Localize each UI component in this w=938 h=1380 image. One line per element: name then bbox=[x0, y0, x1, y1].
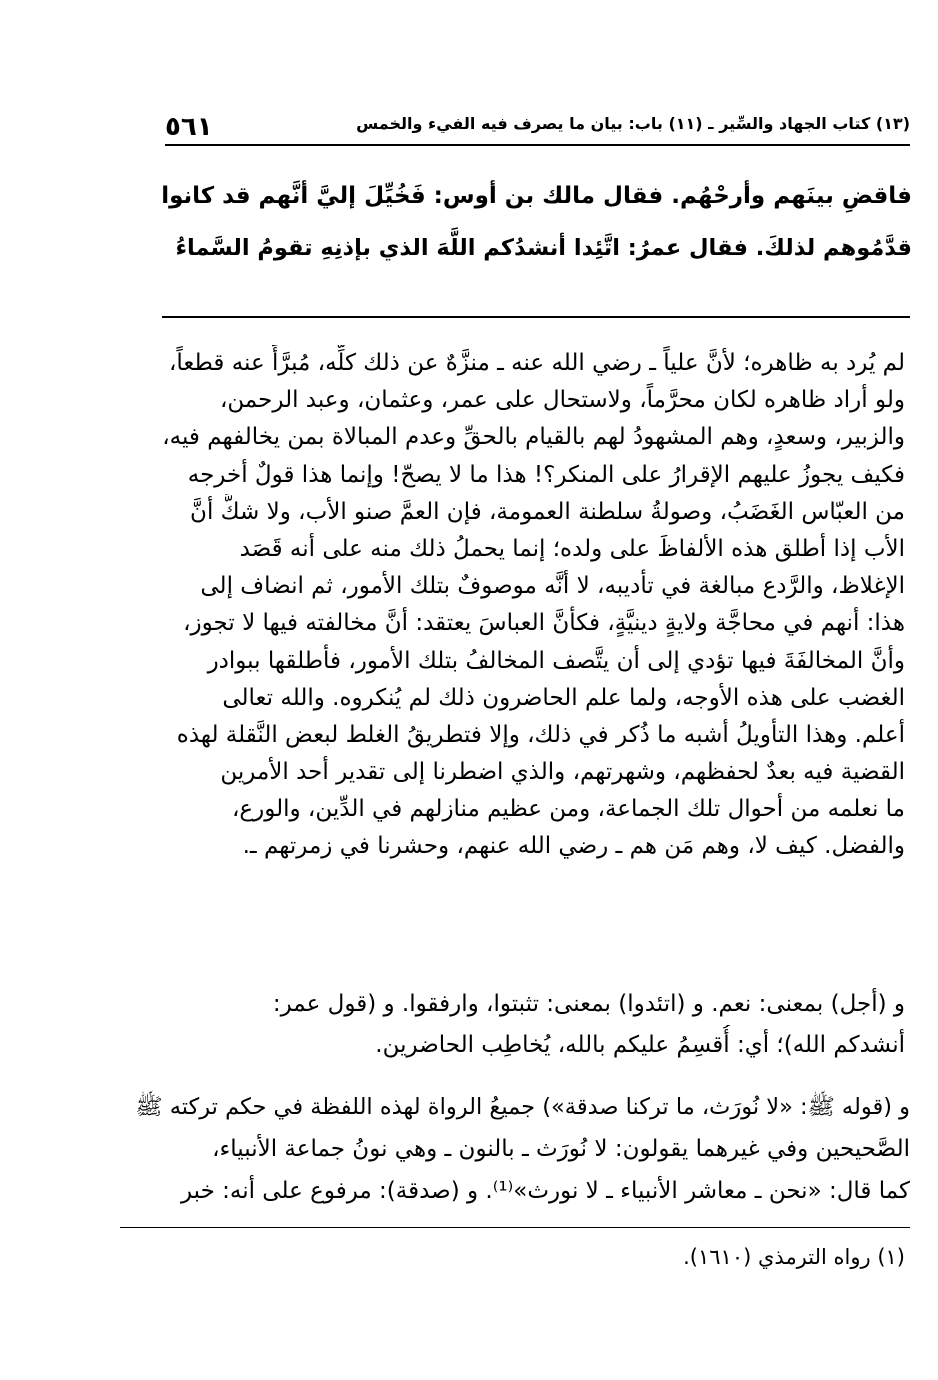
hadith-line: قدَّمُوهم لذلكَ. فقال عمرُ: اتَّئِدا أنشدُكم اللَّهَ الذي بإذنِهِ تقومُ السَّماءُ bbox=[175, 235, 912, 261]
paragraph-line: و (أجل) بمعنى: نعم. و (اتئدوا) بمعنى: تثبتوا، وارفقوا. و (قول عمر: bbox=[272, 991, 905, 1017]
commentary-line: من العبّاس الغَضَبُ، وصولةُ سلطنة العمومة، فإن العمَّ صنو الأب، ولا شكَّ أنَّ bbox=[190, 498, 905, 525]
commentary-line: أعلم. وهذا التأويلُ أشبه ما ذُكر في ذلك، وإلا فتطريقُ الغلط لبعض النَّقلة لهذه bbox=[176, 721, 905, 748]
page-number: ٥٦١ bbox=[165, 112, 213, 142]
hadith-text bbox=[160, 170, 912, 274]
commentary-line: والفضل. كيف لا، وهم مَن هم ـ رضي الله عنهم، وحشرنا في زمرتهم ـ. bbox=[242, 833, 905, 860]
commentary-text bbox=[145, 345, 905, 866]
commentary-line: ولو أراد ظاهره لكان محرَّماً، ولاستحال على عمر، وعثمان، وعبد الرحمن، bbox=[219, 387, 905, 414]
vocabulary-paragraph bbox=[150, 984, 905, 1066]
running-header bbox=[165, 112, 910, 146]
hadith-line: فاقضِ بينَهم وأرحْهُم. فقال مالك بن أوس: فَخُيِّلَ إليَّ أنَّهم قد كانوا bbox=[161, 183, 912, 209]
commentary-line: ما نعلمه من أحوال تلك الجماعة، ومن عظيم منازلهم في الدِّين، والورع، bbox=[231, 796, 905, 823]
commentary-line: الغضب على هذه الأوجه، ولما علم الحاضرون ذلك لم يُنكروه. والله تعالى bbox=[222, 684, 905, 711]
commentary-line: والزبير، وسعدٍ، وهم المشهودُ لهم بالقيام بالحقِّ وعدم المبالاة بمن يخالفهم فيه، bbox=[162, 424, 905, 451]
commentary-line: فكيف يجوزُ عليهم الإقرارُ على المنكر؟! هذا ما لا يصحّ! وإنما هذا قولٌ أخرجه bbox=[187, 461, 905, 488]
commentary-line: القضية فيه بعدٌ لحفظهم، وشهرتهم، والذي اضطرنا إلى تقدير أحد الأمرين bbox=[220, 759, 905, 786]
footnote bbox=[500, 1240, 905, 1274]
paragraph-line: و (قوله ﷺ: «لا نُورَث، ما تركنا صدقة») جميعُ الرواة لهذه اللفظة في حكم تركته ﷺ bbox=[135, 1094, 910, 1120]
commentary-line: هذا: أنهم في محاجَّة ولايةٍ دينيَّةٍ، فكأنَّ العباسَ يعتقد: أنَّ مخالفته فيها لا تجوز، bbox=[183, 610, 905, 637]
commentary-line: لم يُرد به ظاهره؛ لأنَّ علياً ـ رضي الله عنه ـ منزَّهٌ عن ذلك كلِّه، مُبرَّأً عنه قطعاً، bbox=[169, 350, 905, 376]
explanation-paragraph bbox=[120, 1086, 910, 1212]
commentary-line: الأب إذا أطلق هذه الألفاظَ على ولده؛ إنما يحملُ ذلك منه على أنه قَصَد bbox=[239, 535, 905, 562]
commentary-line: الإغلاظ، والرَّدع مبالغة في تأديبه، لا أنَّه موصوفٌ بتلك الأمور، ثم انضاف إلى bbox=[200, 573, 905, 600]
footnote-divider bbox=[120, 1227, 910, 1228]
paragraph-line: كما قال: «نحن ـ معاشر الأنبياء ـ لا نورث»⁽¹⁾. و (صدقة): مرفوع على أنه: خبر bbox=[180, 1178, 910, 1204]
section-divider bbox=[162, 316, 910, 318]
paragraph-line: أنشدكم الله)؛ أي: أُقسِمُ عليكم بالله، يُخاطِب الحاضرين. bbox=[375, 1032, 905, 1058]
commentary-line: وأنَّ المخالفَةَ فيها تؤدي إلى أن يتَّصف المخالفُ بتلك الأمور، فأطلقها ببوادر bbox=[207, 647, 905, 674]
paragraph-line: الصَّحيحين وفي غيرهما يقولون: لا نُورَث ـ بالنون ـ وهي نونُ جماعة الأنبياء، bbox=[212, 1136, 910, 1162]
footnote-line: (١) رواه الترمذي (١٦١٠). bbox=[683, 1245, 905, 1269]
chapter-title: (١٣) كتاب الجهاد والسِّير ـ (١١) باب: بيان ما يصرف فيه الفيء والخمس bbox=[356, 114, 910, 133]
